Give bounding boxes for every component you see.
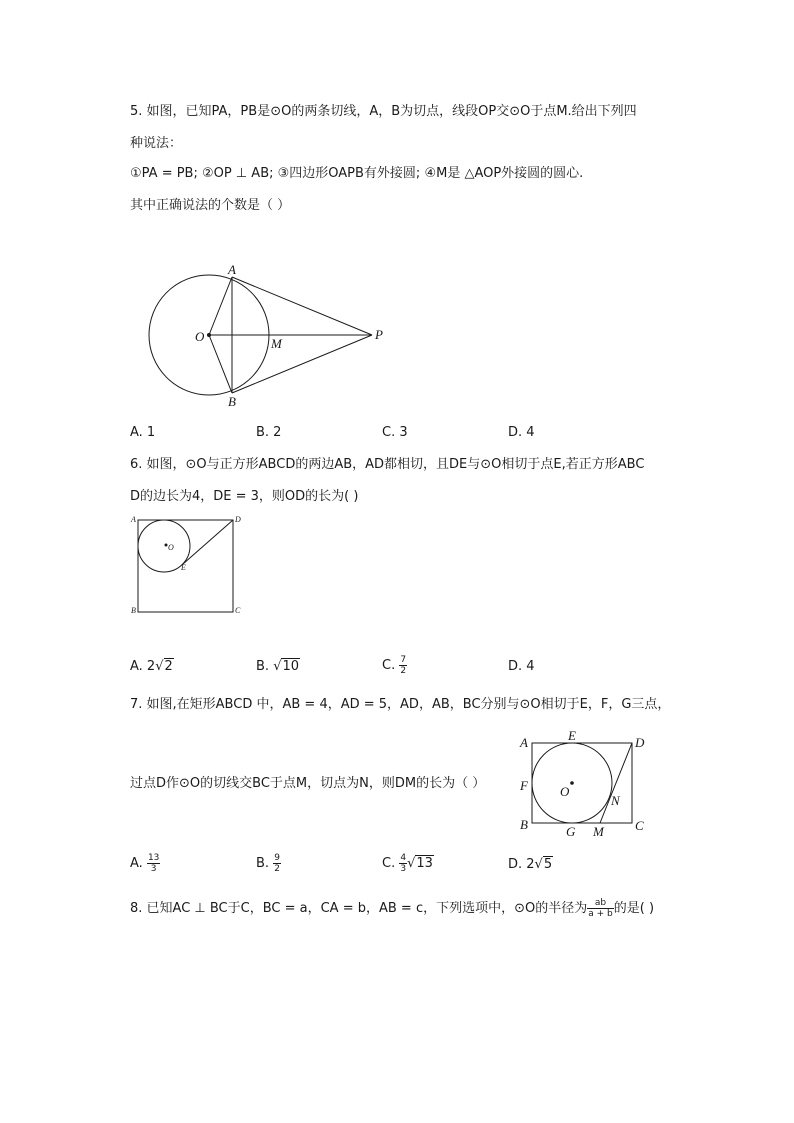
q6-label-d: D bbox=[235, 515, 241, 524]
q5-option-a[interactable]: A. 1 bbox=[130, 425, 156, 440]
q5-options bbox=[130, 425, 690, 445]
q7-options bbox=[130, 853, 690, 877]
q7-label-a: A bbox=[520, 735, 528, 750]
q5-label-b: B bbox=[228, 394, 236, 409]
q6-stem-line-1: 6. 如图，⊙O与正方形ABCD的两边AB，AD都相切，且DE与⊙O相切于点E,若正方形ABC bbox=[130, 457, 645, 472]
q6-label-o: O bbox=[168, 543, 174, 552]
q7-label-c: C bbox=[635, 818, 644, 833]
q7-label-g: G bbox=[566, 824, 576, 839]
q5-label-p: P bbox=[375, 327, 383, 342]
q5-segment-oa bbox=[209, 277, 232, 335]
q8-stem bbox=[130, 898, 654, 919]
q7-option-a[interactable]: A. $\frac{13}{3}$ bbox=[130, 853, 160, 874]
q7-option-d[interactable]: D. 2√5 bbox=[508, 857, 553, 872]
q5-figure bbox=[140, 255, 400, 415]
q7-label-b: B bbox=[520, 817, 528, 832]
q6-label-a: A bbox=[131, 515, 136, 524]
q6-option-c[interactable]: C. $\frac{7}{2}$ bbox=[382, 655, 407, 676]
q7-rectangle bbox=[532, 743, 632, 823]
q6-option-b[interactable]: B. √10 bbox=[256, 659, 300, 674]
q8-stem-tail: 的是( ) bbox=[613, 901, 655, 916]
q8-stem-text: 8. 已知AC ⊥ BC于C，BC = a，CA = b，AB = c，下列选项中，⊙O的半径为 bbox=[130, 901, 588, 916]
q5-option-b[interactable]: B. 2 bbox=[256, 425, 282, 440]
q7-label-d: D bbox=[635, 735, 645, 750]
q6-options bbox=[130, 655, 690, 679]
q7-tangent-dm bbox=[600, 743, 632, 823]
q5-label-a: A bbox=[228, 262, 236, 277]
q7-option-b[interactable]: B. $\frac{9}{2}$ bbox=[256, 853, 280, 874]
q6-label-e: E bbox=[181, 563, 186, 572]
q7-stem-line-1: 7. 如图,在矩形ABCD 中，AB = 4，AD = 5，AD，AB，BC分别与⊙O相切于E，F，G三点， bbox=[130, 697, 671, 712]
q5-label-m: M bbox=[271, 336, 282, 351]
q7-label-n: N bbox=[611, 793, 620, 808]
q6-label-c: C bbox=[235, 606, 241, 615]
q5-stem-line-2: 种说法： bbox=[130, 136, 183, 151]
q7-label-o: O bbox=[560, 784, 570, 799]
q6-tangent-de bbox=[183, 520, 233, 564]
q6-option-d[interactable]: D. 4 bbox=[508, 659, 535, 674]
q5-option-c[interactable]: C. 3 bbox=[382, 425, 408, 440]
q6-figure bbox=[128, 512, 248, 620]
q5-stem-line-1: 5. 如图，已知PA，PB是⊙O的两条切线，A，B为切点，线段OP交⊙O于点M.给出下列四 bbox=[130, 104, 637, 119]
q5-option-d[interactable]: D. 4 bbox=[508, 425, 535, 440]
q8-radius-fraction: $\frac{ab}{a + b}$ bbox=[588, 898, 613, 919]
q6-label-b: B bbox=[131, 606, 136, 615]
q5-statements: ①PA = PB; ②OP ⊥ AB; ③四边形OAPB有外接圆; ④M是 △AOP外接圆的圆心. bbox=[130, 166, 584, 181]
q6-stem-line-2: D的边长为4，DE = 3，则OD的长为( ) bbox=[130, 489, 359, 504]
q7-label-f: F bbox=[520, 778, 528, 793]
q6-option-a[interactable]: A. 2√2 bbox=[130, 659, 173, 674]
q7-option-c[interactable]: C. $\frac{4}{3}$ √13 bbox=[382, 853, 433, 874]
q7-center-dot bbox=[570, 781, 574, 785]
q5-tangent-pb bbox=[232, 335, 372, 393]
q5-center-dot bbox=[207, 333, 211, 337]
q7-label-m: M bbox=[593, 824, 604, 839]
q5-label-o: O bbox=[195, 329, 205, 344]
q5-segment-ob bbox=[209, 335, 232, 393]
q7-stem-line-2: 过点D作⊙O的切线交BC于点M，切点为N，则DM的长为（ ） bbox=[130, 776, 486, 791]
q7-figure bbox=[512, 728, 662, 840]
q5-tangent-pa bbox=[232, 277, 372, 335]
q5-question: 其中正确说法的个数是（ ） bbox=[130, 198, 291, 213]
q7-label-e: E bbox=[568, 728, 576, 743]
